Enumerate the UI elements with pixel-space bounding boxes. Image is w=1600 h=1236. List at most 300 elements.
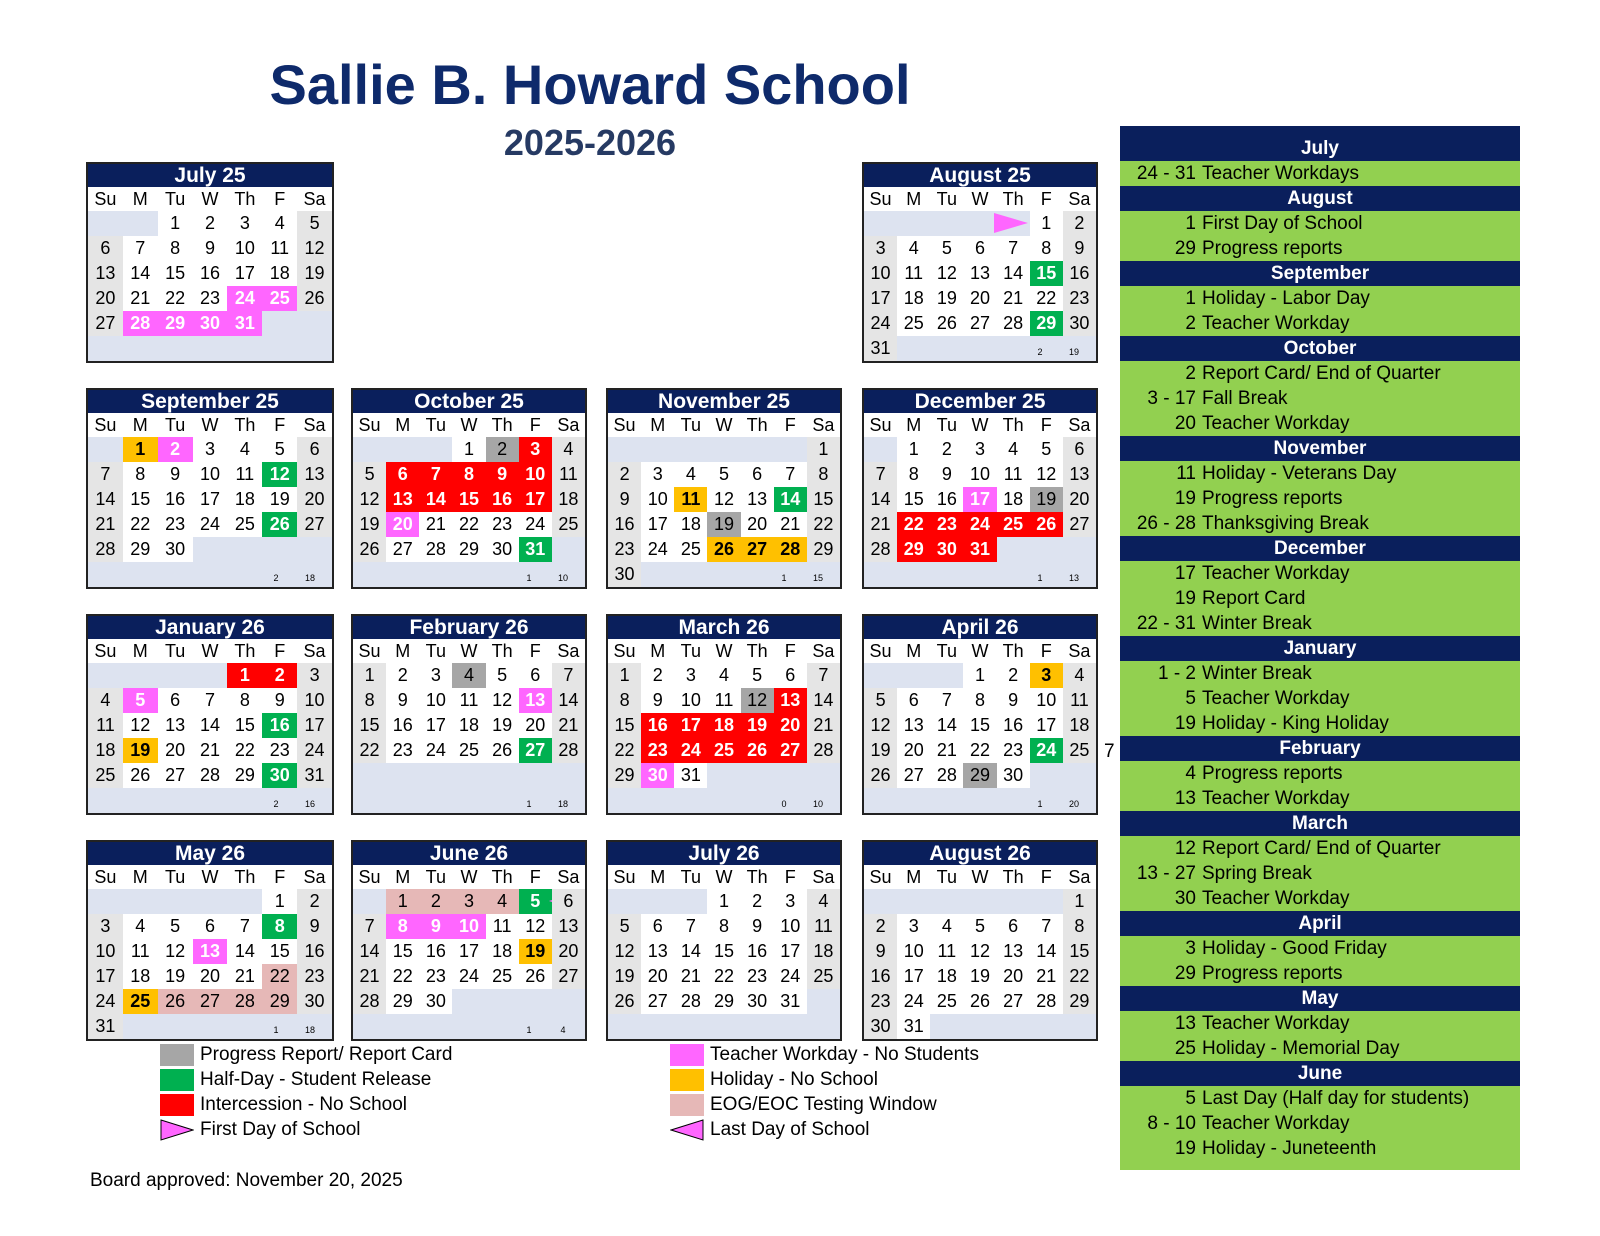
calendar-day: 21: [123, 286, 158, 311]
weekday-header: Th: [227, 865, 262, 889]
footer-count: 19: [1068, 347, 1079, 357]
event-date: 29: [1174, 963, 1196, 984]
month-footer: [88, 793, 332, 813]
calendar-day: 18: [88, 738, 123, 763]
sidebar-month-header: March: [1120, 811, 1520, 836]
calendar-day: 31: [963, 537, 996, 562]
calendar-day: 19: [158, 964, 193, 989]
calendar-day: 24: [641, 537, 674, 562]
event-text: Holiday - Veterans Day: [1202, 463, 1397, 484]
calendar-day: 25: [552, 512, 585, 537]
calendar-day: 27: [158, 763, 193, 788]
legend-label: Teacher Workday - No Students: [710, 1043, 979, 1065]
calendar-day: 27: [997, 989, 1030, 1014]
calendar-day: 16: [297, 939, 332, 964]
calendar-day: 26: [741, 738, 774, 763]
calendar-day: 5: [608, 914, 641, 939]
weekday-header: Su: [88, 413, 123, 437]
sidebar-event: [1120, 1086, 1520, 1111]
swatch-orange: [670, 1069, 704, 1091]
empty-day: [897, 889, 930, 914]
event-text: Winter Break: [1202, 613, 1312, 634]
calendar-day: 20: [193, 964, 228, 989]
weekday-header: W: [963, 639, 996, 663]
calendar-day: 4: [262, 211, 297, 236]
calendar-day: 8: [452, 462, 485, 487]
weekday-header: Sa: [297, 865, 332, 889]
calendar-day: 10: [88, 939, 123, 964]
sidebar-event: [1120, 861, 1520, 886]
weekday-header: Th: [997, 865, 1030, 889]
empty-day: [88, 211, 123, 236]
empty-day: [386, 437, 419, 462]
calendar-day: 26: [158, 989, 193, 1014]
calendar-day: 27: [386, 537, 419, 562]
sidebar-event: [1120, 661, 1520, 686]
calendar-day: 13: [193, 939, 228, 964]
calendar-day: 10: [774, 914, 807, 939]
calendar-day: 26: [519, 964, 552, 989]
month-calendar: [862, 840, 1098, 1041]
event-text: Teacher Workday: [1202, 688, 1350, 709]
calendar-day: 5: [158, 914, 193, 939]
calendar-day: 19: [262, 487, 297, 512]
calendar-day: 22: [452, 512, 485, 537]
calendar-day: 22: [262, 964, 297, 989]
month-grid: [88, 865, 332, 1039]
calendar-day: 22: [158, 286, 193, 311]
calendar-day: 21: [552, 713, 585, 738]
empty-day: [674, 437, 707, 462]
month-title: September 25: [88, 390, 332, 413]
calendar-day: 5: [963, 914, 996, 939]
calendar-day: 18: [807, 939, 840, 964]
empty-day: [88, 663, 123, 688]
calendar-day: 15: [707, 939, 740, 964]
calendar-day: 2: [193, 211, 228, 236]
calendar-day: 11: [486, 914, 519, 939]
event-text: Holiday - Memorial Day: [1202, 1038, 1400, 1059]
calendar-day: 21: [419, 512, 452, 537]
empty-day: [1030, 889, 1063, 914]
empty-day: [641, 437, 674, 462]
weekday-header: Sa: [552, 639, 585, 663]
calendar-day: 17: [519, 487, 552, 512]
legend-label: Half-Day - Student Release: [200, 1068, 432, 1090]
calendar-day: 16: [608, 512, 641, 537]
calendar-day: 26: [963, 989, 996, 1014]
event-text: Thanksgiving Break: [1202, 513, 1369, 534]
calendar-day: 4: [674, 462, 707, 487]
calendar-day: 7: [552, 663, 585, 688]
calendar-day: 24: [419, 738, 452, 763]
legend-label: Holiday - No School: [710, 1068, 878, 1090]
calendar-day: 30: [297, 989, 332, 1014]
calendar-day: 11: [452, 688, 485, 713]
weekday-header: M: [897, 413, 930, 437]
calendar-day: 20: [519, 713, 552, 738]
weekday-header: M: [641, 639, 674, 663]
sidebar-event: [1120, 836, 1520, 861]
month-title: March 26: [608, 616, 840, 639]
calendar-day: 6: [158, 688, 193, 713]
sidebar-event: [1120, 1111, 1520, 1136]
calendar-day: 17: [297, 713, 332, 738]
event-text: Report Card/ End of Quarter: [1202, 838, 1441, 859]
calendar-day: 17: [193, 487, 228, 512]
weekday-header: Tu: [158, 865, 193, 889]
calendar-day: 22: [707, 964, 740, 989]
legend-halfday: [160, 1067, 452, 1092]
month-footer: [353, 567, 585, 587]
calendar-day: 8: [227, 688, 262, 713]
empty-day: [897, 663, 930, 688]
sidebar-month-header: September: [1120, 261, 1520, 286]
calendar-day: 19: [1030, 487, 1063, 512]
calendar-day: 13: [552, 914, 585, 939]
empty-day: [419, 437, 452, 462]
calendar-day: 15: [158, 261, 193, 286]
calendar-day: 25: [262, 286, 297, 311]
calendar-day: 3: [452, 889, 485, 914]
last-day-triangle-icon: [670, 1119, 704, 1141]
month-title: November 25: [608, 390, 840, 413]
calendar-day: 25: [1063, 738, 1096, 763]
calendar-day: 16: [864, 964, 897, 989]
weekday-header: F: [262, 639, 297, 663]
calendar-day: 10: [864, 261, 897, 286]
event-date: 19: [1174, 488, 1196, 509]
calendar-day: 26: [1030, 512, 1063, 537]
month-calendar: [86, 614, 334, 815]
weekday-header: M: [641, 413, 674, 437]
sidebar-month-header: May: [1120, 986, 1520, 1011]
first-day-triangle-icon: [994, 213, 1028, 233]
calendar-day: 21: [997, 286, 1030, 311]
event-text: Teacher Workday: [1202, 1013, 1350, 1034]
event-date: 13: [1174, 1013, 1196, 1034]
calendar-day: 25: [486, 964, 519, 989]
event-text: Holiday - King Holiday: [1202, 713, 1389, 734]
calendar-day: 15: [608, 713, 641, 738]
sidebar-event: [1120, 586, 1520, 611]
calendar-day: 1: [963, 663, 996, 688]
weekday-header: M: [897, 865, 930, 889]
calendar-day: 26: [123, 763, 158, 788]
calendar-day: 19: [741, 713, 774, 738]
event-date: 30: [1174, 888, 1196, 909]
calendar-day: 16: [262, 713, 297, 738]
legend-label: EOG/EOC Testing Window: [710, 1093, 937, 1115]
calendar-day: 19: [963, 964, 996, 989]
calendar-day: 25: [897, 311, 930, 336]
month-grid: [353, 865, 585, 1014]
sidebar-event: [1120, 486, 1520, 511]
calendar-day: 15: [262, 939, 297, 964]
event-text: Holiday - Labor Day: [1202, 288, 1370, 309]
empty-day: [930, 211, 963, 236]
sidebar-month-header: August: [1120, 186, 1520, 211]
calendar-day: 21: [930, 738, 963, 763]
month-footer: [608, 1019, 840, 1039]
calendar-day: 3: [963, 437, 996, 462]
calendar-day: 21: [864, 512, 897, 537]
footer-count: 4: [560, 1025, 566, 1035]
empty-day: [353, 437, 386, 462]
event-text: Teacher Workday: [1202, 888, 1350, 909]
event-text: Progress reports: [1202, 763, 1343, 784]
event-date: 12: [1174, 838, 1196, 859]
calendar-day: 1: [353, 663, 386, 688]
weekday-header: F: [774, 413, 807, 437]
calendar-day: 18: [262, 261, 297, 286]
weekday-header: Su: [608, 865, 641, 889]
calendar-day: 19: [930, 286, 963, 311]
calendar-day: 10: [674, 688, 707, 713]
calendar-day: 28: [123, 311, 158, 336]
footer-count: 1: [781, 573, 787, 583]
event-text: Progress reports: [1202, 238, 1343, 259]
weekday-header: M: [386, 865, 419, 889]
weekday-header: M: [641, 865, 674, 889]
empty-day: [741, 437, 774, 462]
calendar-day: 29: [452, 537, 485, 562]
footer-count: 1: [273, 1025, 279, 1035]
calendar-day: 27: [641, 989, 674, 1014]
event-text: Report Card: [1202, 588, 1306, 609]
calendar-day: 23: [641, 738, 674, 763]
calendar-day: 6: [519, 663, 552, 688]
calendar-day: 24: [227, 286, 262, 311]
weekday-header: Sa: [297, 187, 332, 211]
empty-day: [297, 311, 332, 336]
calendar-day: 26: [608, 989, 641, 1014]
empty-day: [123, 211, 158, 236]
calendar-day: 27: [897, 763, 930, 788]
calendar-day: 5: [519, 889, 552, 914]
weekday-header: Sa: [1063, 865, 1096, 889]
calendar-day: 23: [297, 964, 332, 989]
weekday-header: Sa: [1063, 187, 1096, 211]
calendar-day: 24: [88, 989, 123, 1014]
calendar-day: 30: [741, 989, 774, 1014]
calendar-day: 6: [193, 914, 228, 939]
swatch-gray: [160, 1044, 194, 1066]
calendar-day: 9: [297, 914, 332, 939]
calendar-day: 25: [452, 738, 485, 763]
calendar-day: 29: [386, 989, 419, 1014]
calendar-day: 12: [262, 462, 297, 487]
weekday-header: M: [123, 187, 158, 211]
month-title: October 25: [353, 390, 585, 413]
calendar-day: 28: [807, 738, 840, 763]
calendar-day: 16: [419, 939, 452, 964]
weekday-header: Tu: [674, 865, 707, 889]
calendar-day: 8: [158, 236, 193, 261]
legend-eog: [670, 1092, 979, 1117]
calendar-day: 14: [674, 939, 707, 964]
sidebar-event: [1120, 711, 1520, 736]
event-date: 19: [1174, 588, 1196, 609]
calendar-day: 2: [608, 462, 641, 487]
weekday-header: Th: [997, 639, 1030, 663]
empty-day: [552, 537, 585, 562]
event-date: 11: [1176, 463, 1196, 484]
weekday-header: Tu: [930, 187, 963, 211]
weekday-header: Th: [741, 413, 774, 437]
sidebar-month-header: December: [1120, 536, 1520, 561]
calendar-day: 5: [123, 688, 158, 713]
calendar-day: 17: [963, 487, 996, 512]
calendar-day: 1: [227, 663, 262, 688]
sidebar-event: [1120, 161, 1520, 186]
calendar-day: 15: [1030, 261, 1063, 286]
calendar-day: 7: [419, 462, 452, 487]
month-footer: [608, 793, 840, 813]
calendar-day: 13: [897, 713, 930, 738]
calendar-day: 9: [158, 462, 193, 487]
month-footer: [608, 567, 840, 587]
calendar-day: 14: [552, 688, 585, 713]
calendar-day: 11: [997, 462, 1030, 487]
calendar-day: 13: [741, 487, 774, 512]
calendar-day: 9: [930, 462, 963, 487]
month-title: December 25: [864, 390, 1096, 413]
weekday-header: Sa: [807, 639, 840, 663]
calendar-day: 4: [552, 437, 585, 462]
calendar-day: 29: [608, 763, 641, 788]
calendar-day: 10: [1030, 688, 1063, 713]
calendar-day: 23: [930, 512, 963, 537]
footer-count: 1: [526, 799, 532, 809]
calendar-day: 12: [1030, 462, 1063, 487]
school-year: 2025-2026: [503, 122, 677, 163]
swatch-red: [160, 1094, 194, 1116]
weekday-header: Sa: [297, 413, 332, 437]
calendar-day: 10: [297, 688, 332, 713]
footer-count: 1: [526, 573, 532, 583]
calendar-day: 21: [807, 713, 840, 738]
calendar-day: 29: [807, 537, 840, 562]
sidebar-event: [1120, 461, 1520, 486]
weekday-header: Sa: [552, 865, 585, 889]
weekday-header: Tu: [930, 639, 963, 663]
calendar-day: 25: [123, 989, 158, 1014]
calendar-day: 26: [486, 738, 519, 763]
calendar-day: 1: [807, 437, 840, 462]
calendar-day: 31: [297, 763, 332, 788]
month-footer: [88, 341, 332, 361]
calendar-day: 31: [519, 537, 552, 562]
calendar-day: 1: [608, 663, 641, 688]
calendar-day: 16: [193, 261, 228, 286]
calendar-day: 28: [552, 738, 585, 763]
calendar-day: 15: [963, 713, 996, 738]
weekday-header: Su: [608, 639, 641, 663]
calendar-day: 11: [897, 261, 930, 286]
event-text: First Day of School: [1202, 213, 1363, 234]
calendar-day: 8: [707, 914, 740, 939]
month-title: June 26: [353, 842, 585, 865]
calendar-day: 8: [1030, 236, 1063, 261]
calendar-day: 13: [158, 713, 193, 738]
month-grid: [864, 639, 1096, 788]
calendar-day: 14: [997, 261, 1030, 286]
footer-count: 2: [273, 799, 279, 809]
calendar-day: 23: [262, 738, 297, 763]
calendar-day: 6: [1063, 437, 1096, 462]
calendar-day: 5: [1030, 437, 1063, 462]
calendar-day: 28: [864, 537, 897, 562]
calendar-day: 16: [641, 713, 674, 738]
calendar-day: 12: [864, 713, 897, 738]
calendar-day: 25: [674, 537, 707, 562]
calendar-day: 13: [386, 487, 419, 512]
calendar-day: 13: [88, 261, 123, 286]
empty-day: [1063, 763, 1096, 788]
calendar-day: 29: [1063, 989, 1096, 1014]
calendar-day: 12: [486, 688, 519, 713]
calendar-day: 7: [997, 236, 1030, 261]
calendar-day: 30: [1063, 311, 1096, 336]
calendar-day: 6: [741, 462, 774, 487]
weekday-header: Su: [88, 187, 123, 211]
event-date: 19: [1174, 1138, 1196, 1159]
sidebar-month-header: October: [1120, 336, 1520, 361]
calendar-day: 16: [930, 487, 963, 512]
calendar-day: 30: [864, 1014, 897, 1039]
footer-count: 2: [273, 573, 279, 583]
weekday-header: M: [123, 639, 158, 663]
month-title: February 26: [353, 616, 585, 639]
calendar-day: 27: [741, 537, 774, 562]
calendar-day: 1: [386, 889, 419, 914]
board-approved: Board approved: November 20, 2025: [90, 1170, 403, 1191]
calendar-day: 9: [997, 688, 1030, 713]
empty-day: [262, 537, 297, 562]
calendar-day: 26: [297, 286, 332, 311]
swatch-pink: [670, 1044, 704, 1066]
sidebar-event: [1120, 1011, 1520, 1036]
calendar-day: 22: [1063, 964, 1096, 989]
calendar-day: 20: [1063, 487, 1096, 512]
calendar-day: 29: [262, 989, 297, 1014]
calendar-day: 14: [353, 939, 386, 964]
event-text: Progress reports: [1202, 488, 1343, 509]
stray-number: 7: [1104, 741, 1115, 762]
calendar-day: 20: [897, 738, 930, 763]
calendar-day: 14: [930, 713, 963, 738]
weekday-header: M: [123, 865, 158, 889]
calendar-day: 3: [519, 437, 552, 462]
calendar-day: 28: [88, 537, 123, 562]
calendar-day: 17: [674, 713, 707, 738]
calendar-day: 16: [1063, 261, 1096, 286]
calendar-day: 17: [1030, 713, 1063, 738]
event-text: Fall Break: [1202, 388, 1288, 409]
month-grid: [864, 413, 1096, 562]
calendar-day: 19: [864, 738, 897, 763]
sidebar-event: [1120, 1136, 1520, 1161]
calendar-day: 7: [674, 914, 707, 939]
weekday-header: Su: [864, 639, 897, 663]
calendar-day: 4: [807, 889, 840, 914]
calendar-day: 24: [519, 512, 552, 537]
calendar-day: 9: [486, 462, 519, 487]
calendar-day: 25: [707, 738, 740, 763]
calendar-day: 16: [386, 713, 419, 738]
calendar-day: 8: [1063, 914, 1096, 939]
